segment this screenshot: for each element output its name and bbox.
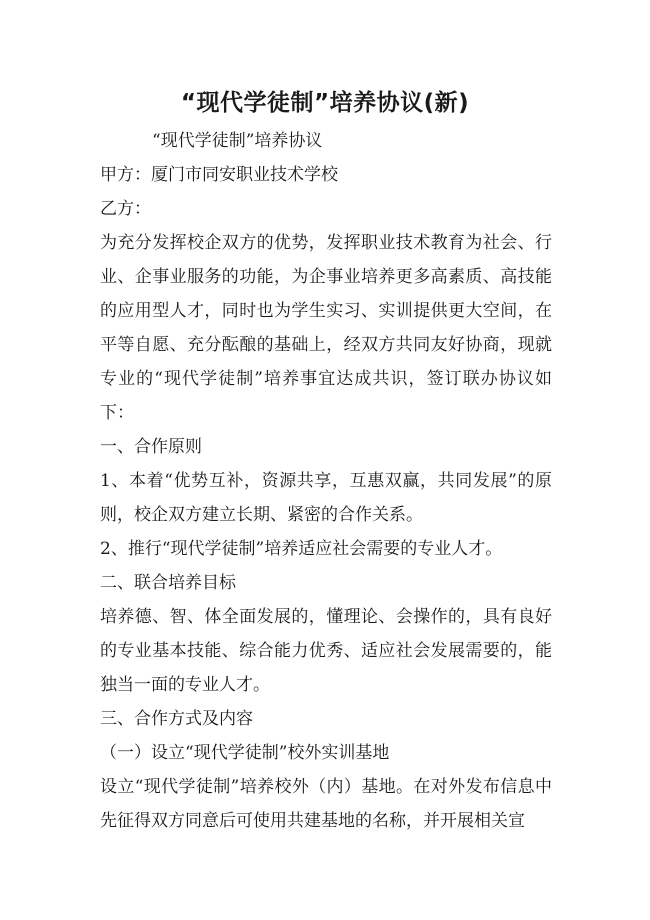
base-paragraph: 设立“现代学徒制”培养校外（内）基地。在对外发布信息中先征得双方同意后可使用共建基地的名称，并开展相关宣 [100,777,552,831]
principle-item-1: 1、本着“优势互补，资源共享，互惠双赢，共同发展”的原则，校企双方建立长期、紧密的合作关系。 [100,471,552,525]
section-heading-cooperation: 三、合作方式及内容 [100,709,253,729]
document-body [100,124,552,838]
section-heading-principles: 一、合作原则 [100,437,202,457]
preamble-paragraph: 为充分发挥校企双方的优势，发挥职业技术教育为社会、行业、企事业服务的功能，为企事业培养更多高素质、高技能的应用型人才，同时也为学生实习、实训提供更大空间，在平等自愿、充分酝酿的基础上，经双方共同友好协商，现就专业的“现代学徒制”培养事宜达成共识，签订联办协议如下： [100,233,552,423]
goals-paragraph: 培养德、智、体全面发展的，懂理论、会操作的，具有良好的专业基本技能、综合能力优秀、适应社会发展需要的，能独当一面的专业人才。 [100,607,552,695]
subsection-heading-base: （一）设立“现代学徒制”校外实训基地 [100,743,390,763]
party-b-line: 乙方： [100,199,151,219]
document-title: “现代学徒制”培养协议(新) [180,90,470,116]
principle-item-2: 2、推行“现代学徒制”培养适应社会需要的专业人才。 [100,539,503,559]
section-heading-goals: 二、联合培养目标 [100,573,236,593]
party-a-line: 甲方：厦门市同安职业技术学校 [100,165,338,185]
agreement-subtitle: “现代学徒制”培养协议 [152,131,323,151]
